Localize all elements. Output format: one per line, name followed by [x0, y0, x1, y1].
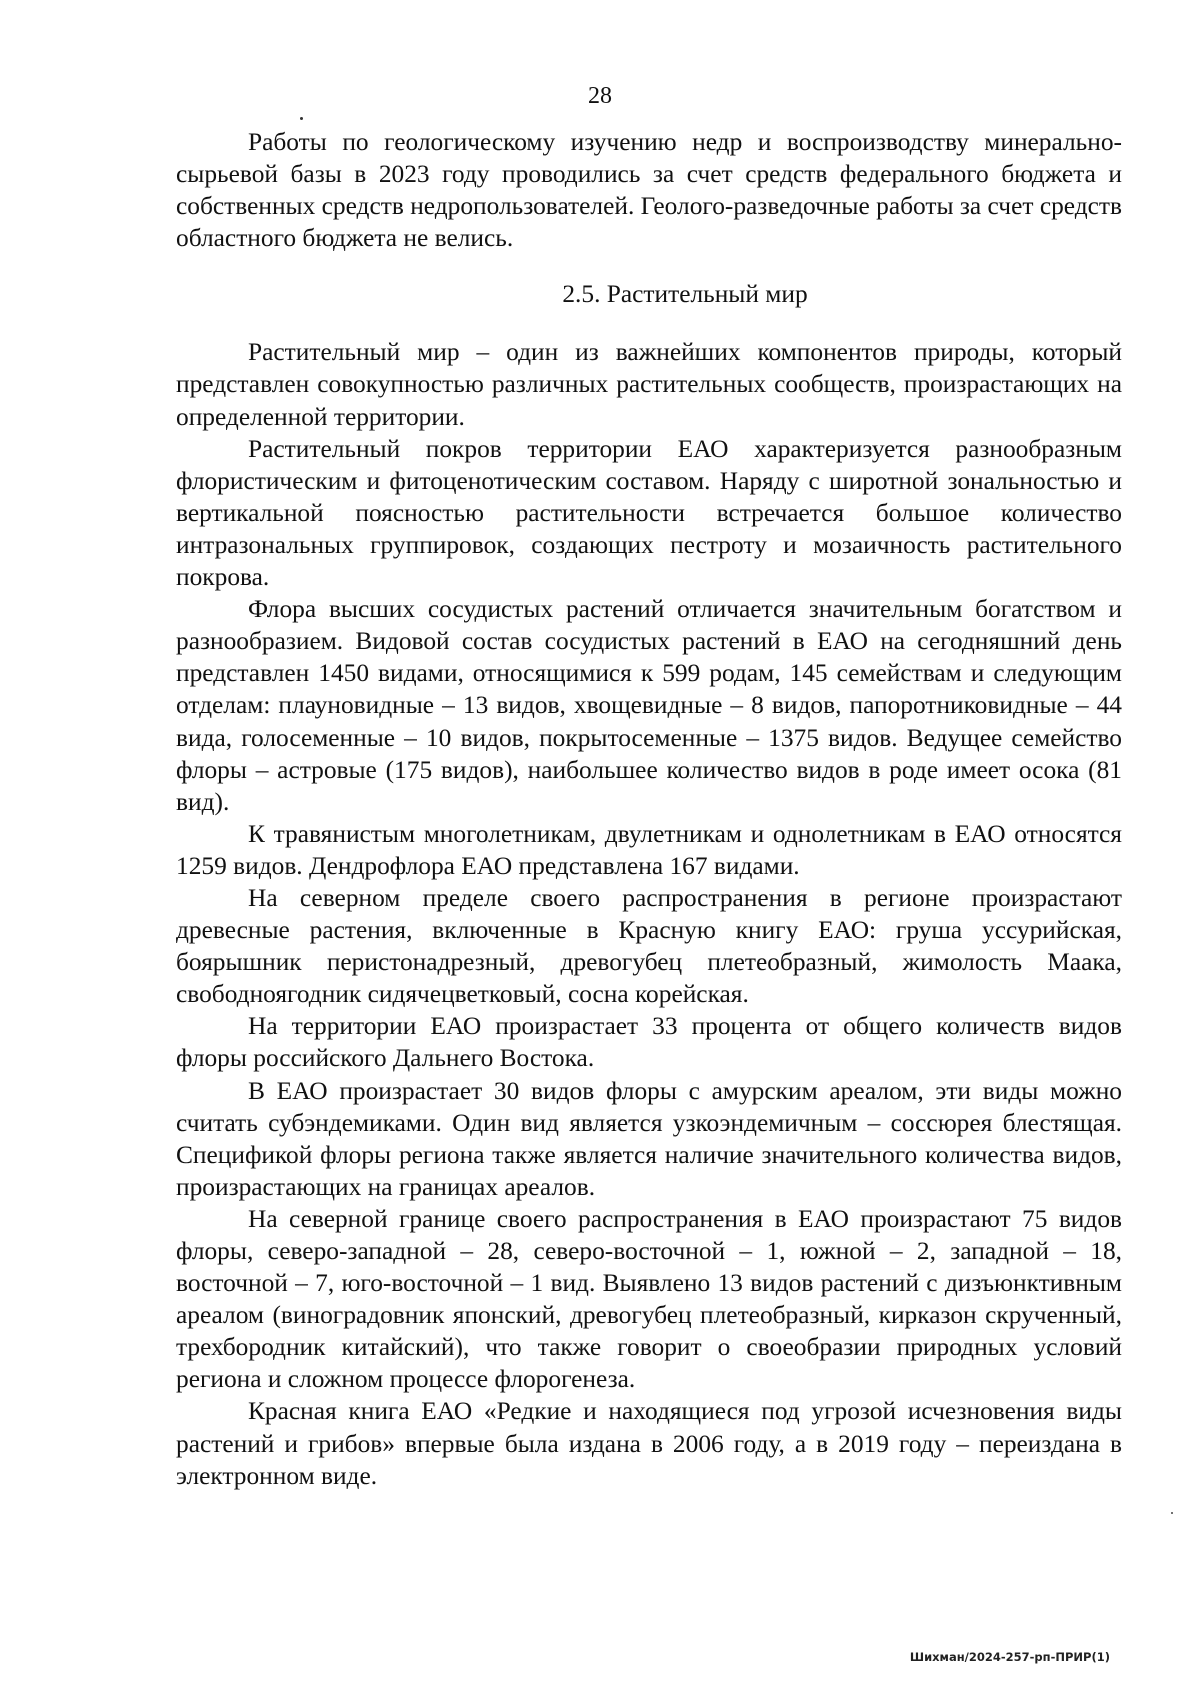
paragraph: Красная книга ЕАО «Редкие и находящиеся под угрозой исчезновения виды растений и грибов» впервые была издана в 2006 году, а в 2019 году – переиздана в электронном виде. [176, 1397, 1122, 1490]
document-body [176, 126, 1122, 1492]
paragraph: К травянистым многолетникам, двулетникам и однолетникам в ЕАО относятся 1259 видов. Дендрофлора ЕАО представлена 167 видами. [176, 819, 1122, 880]
scan-speck [300, 117, 303, 120]
paragraph: На территории ЕАО произрастает 33 процента от общего количеств видов флоры российского Дальнего Востока. [176, 1012, 1122, 1073]
page-number: 28 [588, 83, 612, 109]
document-footer-code: Шихман/2024-257-рп-ПРИР(1) [909, 1650, 1110, 1664]
paragraph: Растительный покров территории ЕАО характеризуется разнообразным флористическим и фитоценотическим составом. Наряду с широтной зональностью и вертикальной поясностью растительности встречается большое количество интразональных группировок, создающих пестроту и мозаичность растительного покрова. [176, 434, 1122, 592]
paragraph: Работы по геологическому изучению недр и воспроизводству минерально-сырьевой базы в 2023 году проводились за счет средств федерального бюджета и собственных средств недропользователей. Геолого-разведочные работы за счет средств областного бюджета не велись. [176, 128, 1122, 253]
paragraph: В ЕАО произрастает 30 видов флоры с амурским ареалом, эти виды можно считать субэндемиками. Один вид является узкоэндемичным – соссюрея блестящая. Спецификой флоры региона также является наличие значительного количества видов, произрастающих на границах ареалов. [176, 1076, 1122, 1201]
paragraph: На северном пределе своего распространения в регионе произрастают древесные растения, включенные в Красную книгу ЕАО: груша уссурийская, боярышник перистонадрезный, древогубец плетеобразный, жимолость Маака, свободноягодник сидячецветковый, сосна корейская. [176, 883, 1122, 1009]
paragraph: Флора высших сосудистых растений отличается значительным богатством и разнообразием. Видовой состав сосудистых растений в ЕАО на сегодняшний день представлен 1450 видами, относящимися к 599 родам, 145 семействам и следующим отделам: плауновидные – 13 видов, хвощевидные – 8 видов, папоротниковидные – 44 вида, голосеменные – 10 видов, покрытосеменные – 1375 видов. Ведущее семейство флоры – астровые (175 видов), наибольшее количество видов в роде имеет осока (81 вид). [176, 595, 1122, 816]
scan-speck [1171, 1512, 1173, 1514]
paragraph: На северной границе своего распространения в ЕАО произрастают 75 видов флоры, северо-западной – 28, северо-восточной – 1, южной – 2, западной – 18, восточной – 7, юго-восточной – 1 вид. Выявлено 13 видов растений с дизъюнктивным ареалом (виноградовник японский, древогубец плетеобразный, кирказон скрученный, трехбородник китайский), что также говорит о своеобразии природных условий региона и сложном процессе флорогенеза. [176, 1204, 1122, 1394]
section-heading: 2.5. Растительный мир [562, 280, 808, 309]
paragraph: Растительный мир – один из важнейших компонентов природы, который представлен совокупностью различных растительных сообществ, произрастающих на определенной территории. [176, 338, 1122, 431]
